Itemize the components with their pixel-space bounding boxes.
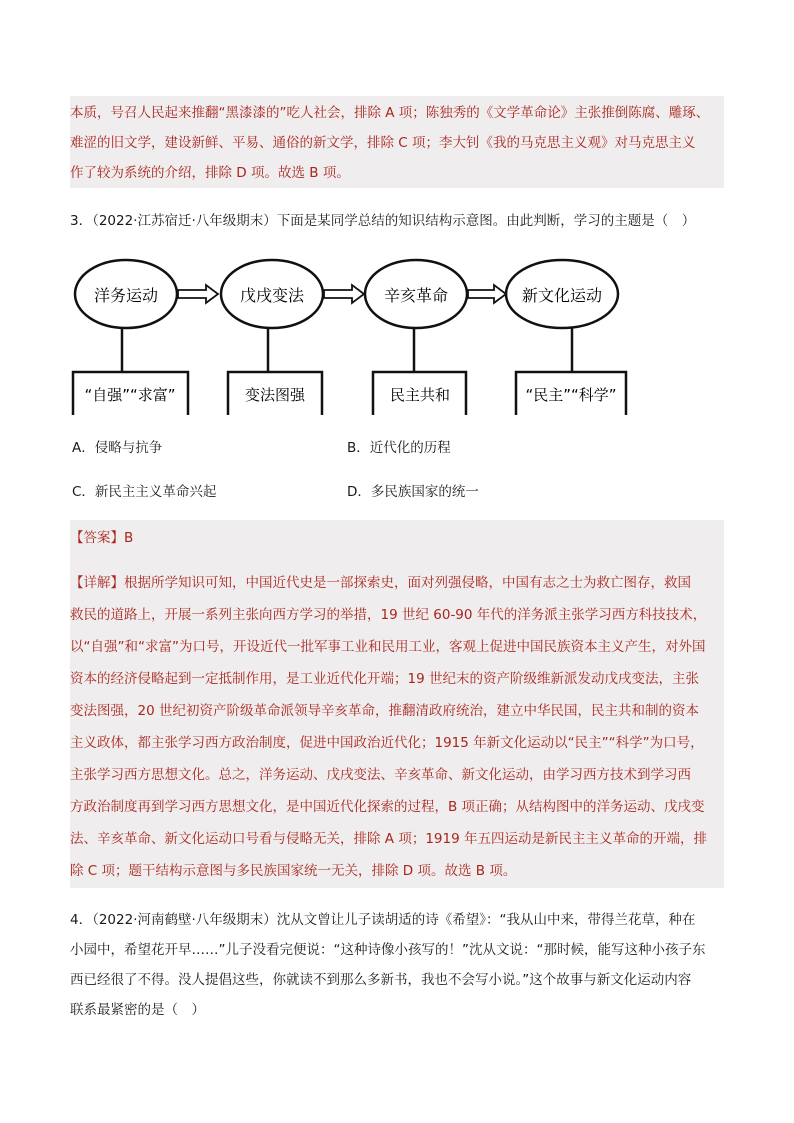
- detail-line: [70, 568, 724, 598]
- arrow-icon: [178, 285, 218, 303]
- detail-line: 除 C 项；题干结构示意图与多民族国家统一无关，排除 D 项。故选 B 项。: [70, 863, 517, 879]
- box-label: “民主”“科学”: [525, 386, 617, 404]
- node-label: 洋务运动: [93, 286, 159, 305]
- question-4-line: 联系最紧密的是（ ）: [70, 1002, 205, 1018]
- answer-value: B: [124, 530, 134, 546]
- question-4-line: 4．（2022·河南鹤壁·八年级期末）沈从文曾让儿子读胡适的诗《希望》：“我从山中来，带得兰花草，种在: [70, 912, 696, 928]
- detail-line: 变法图强，20 世纪初资产阶级革命派领导辛亥革命，推翻清政府统治，建立中华民国，民主共和制的资本: [70, 703, 699, 719]
- diagram-box: [373, 372, 466, 415]
- connector-line: [122, 328, 572, 372]
- node-label: 新文化运动: [521, 286, 603, 305]
- node-label: 戊戌变法: [239, 286, 305, 305]
- diagram-box: [73, 372, 188, 415]
- arrow-icon: [324, 285, 364, 303]
- detail-line: 方政治制度再到学习西方思想文化，是中国近代化探索的过程，B 项正确；从结构图中的洋务运动、戊戌变: [70, 799, 705, 815]
- detail-text: 根据所学知识可知，中国近代史是一部探索史，面对列强侵略，中国有志之士为救亡图存，救国: [124, 575, 691, 591]
- answer-label: 【答案】: [70, 530, 124, 546]
- diagram-node: [365, 260, 467, 328]
- prev-answer-line: 难涩的旧文学，建设新鲜、平易、通俗的新文学，排除 C 项；李大钊《我的马克思主义观》对马克思主义: [70, 135, 696, 151]
- option-a[interactable]: A．侵略与抗争: [72, 440, 163, 456]
- detail-line: 主张学习西方思想文化。总之，洋务运动、戊戌变法、辛亥革命、新文化运动，由学习西方技术到学习西: [70, 767, 691, 783]
- node-label: 辛亥革命: [383, 286, 449, 305]
- arrow-icon: [468, 285, 506, 303]
- diagram-box: [516, 372, 626, 415]
- detail-label: 【详解】: [70, 575, 124, 591]
- prev-answer-line: 作了较为系统的介绍，排除 D 项。故选 B 项。: [70, 165, 350, 181]
- answer-line: [70, 523, 724, 553]
- question-4-line: 西已经很了不得。没人提倡这些，你就读不到那么多新书，我也不会写小说。”这个故事与新文化运动内容: [70, 972, 692, 988]
- detail-line: 以“自强”和“求富”为口号，开设近代一批军事工业和民用工业，客观上促进中国民族资本主义产生，对外国: [70, 639, 706, 655]
- option-b[interactable]: B．近代化的历程: [347, 440, 451, 456]
- diagram-node: [221, 260, 323, 328]
- knowledge-structure-diagram: [70, 250, 640, 415]
- prev-answer-line: 本质，号召人民起来推翻“黑漆漆的”吃人社会，排除 A 项；陈独秀的《文学革命论》主张推倒陈腐、雕琢、: [70, 105, 710, 121]
- diagram-box: [228, 372, 322, 415]
- option-d[interactable]: D．多民族国家的统一: [347, 484, 479, 500]
- diagram-node: [75, 260, 177, 328]
- detail-line: 救民的道路上，开展一系列主张向西方学习的举措，19 世纪 60-90 年代的洋务派主张学习西方科技技术，: [70, 607, 707, 623]
- box-label: “自强”“求富”: [84, 386, 176, 404]
- option-c[interactable]: C．新民主主义革命兴起: [72, 484, 217, 500]
- detail-line: 资本的经济侵略起到一定抵制作用，是工业近代化开端；19 世纪末的资产阶级维新派发动戊戌变法，主张: [70, 671, 699, 687]
- detail-line: 法、辛亥革命、新文化运动口号看与侵略无关，排除 A 项；1919 年五四运动是新民主主义革命的开端，排: [70, 831, 707, 847]
- question-3-stem: 3．（2022·江苏宿迁·八年级期末）下面是某同学总结的知识结构示意图。由此判断，学习的主题是（ ）: [70, 213, 696, 229]
- box-label: 民主共和: [389, 386, 451, 404]
- detail-line: 主义政体，都主张学习西方政治制度，促进中国政治近代化；1915 年新文化运动以“民主”“科学”为口号，: [70, 735, 704, 751]
- box-label: 变法图强: [244, 386, 306, 404]
- question-4-line: 小园中，希望花开早……”儿子没看完便说：“这种诗像小孩写的！”沈从文说：“那时候，能写这种小孩子东: [70, 942, 706, 958]
- diagram-node: [506, 260, 618, 328]
